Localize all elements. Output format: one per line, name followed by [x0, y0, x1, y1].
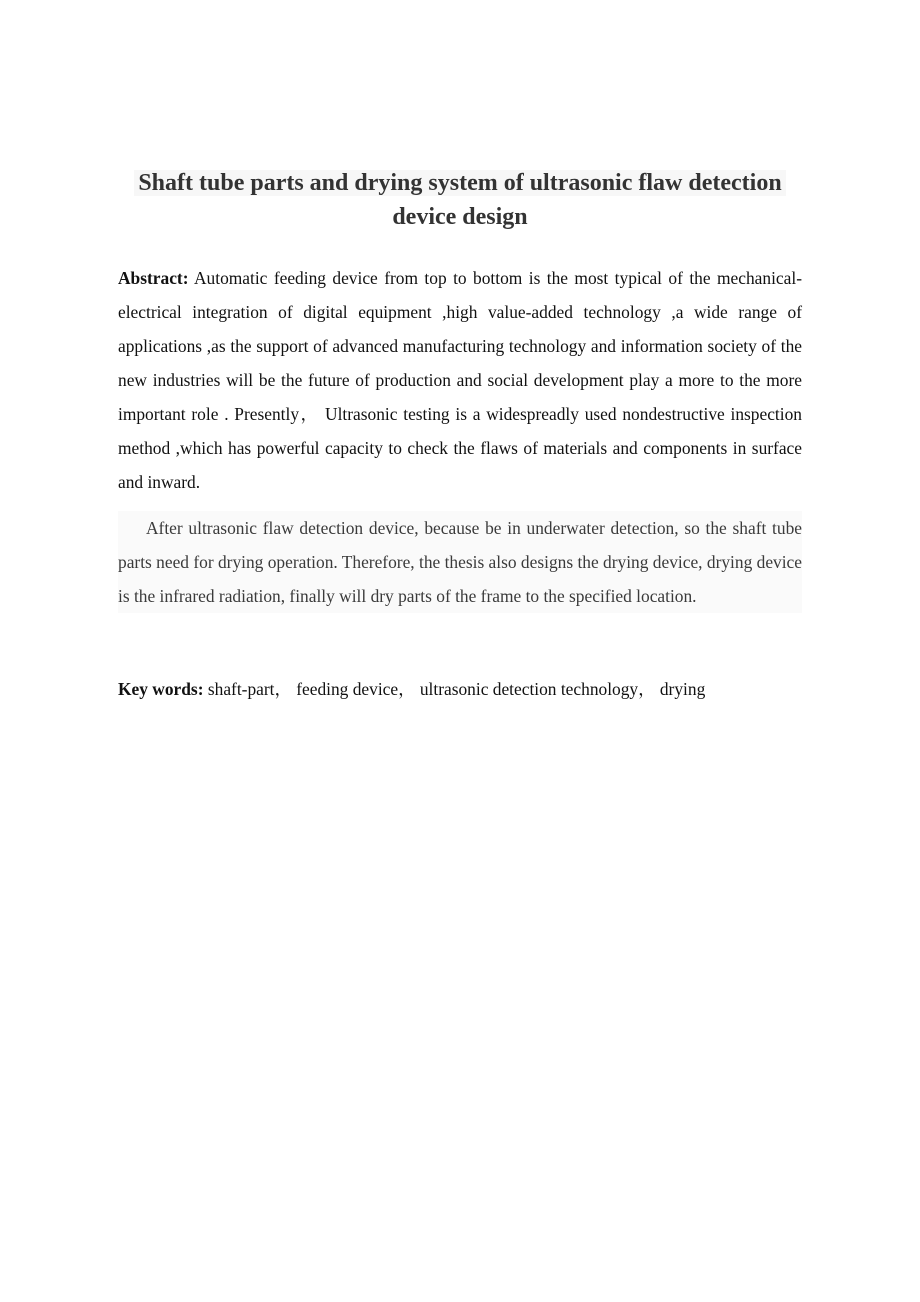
keywords-label: Key words:	[118, 679, 204, 699]
abstract-label: Abstract:	[118, 268, 189, 288]
document-title	[118, 166, 802, 234]
abstract-paragraph	[118, 261, 802, 499]
title-line-1-text: Shaft tube parts and drying system of ultrasonic flaw detection	[134, 170, 785, 196]
drying-paragraph: After ultrasonic flaw detection device, because be in underwater detection, so the shaft tube parts need for drying operation. Therefore, the thesis also designs the drying device, drying device is the infrared radiation, finally will dry parts of the frame to the specified location.	[118, 511, 802, 613]
keywords-text: shaft-part， feeding device， ultrasonic detection technology， drying	[207, 679, 706, 699]
abstract-text: Automatic feeding device from top to bottom is the most typical of the mechanical-electrical integration of digital equipment ,high value-added technology ,a wide range of applications ,as the support of advanced manufacturing technology and information society of the new industries will be the future of production and social development play a more to the more important role . Presently， Ultrasonic testing is a widespreadly used nondestructive inspection method ,which has powerful capacity to check the flaws of materials and components in surface and inward.	[118, 268, 802, 492]
title-line-2: device design	[392, 204, 528, 230]
keywords-line	[118, 672, 802, 706]
title-line-1	[118, 166, 802, 200]
